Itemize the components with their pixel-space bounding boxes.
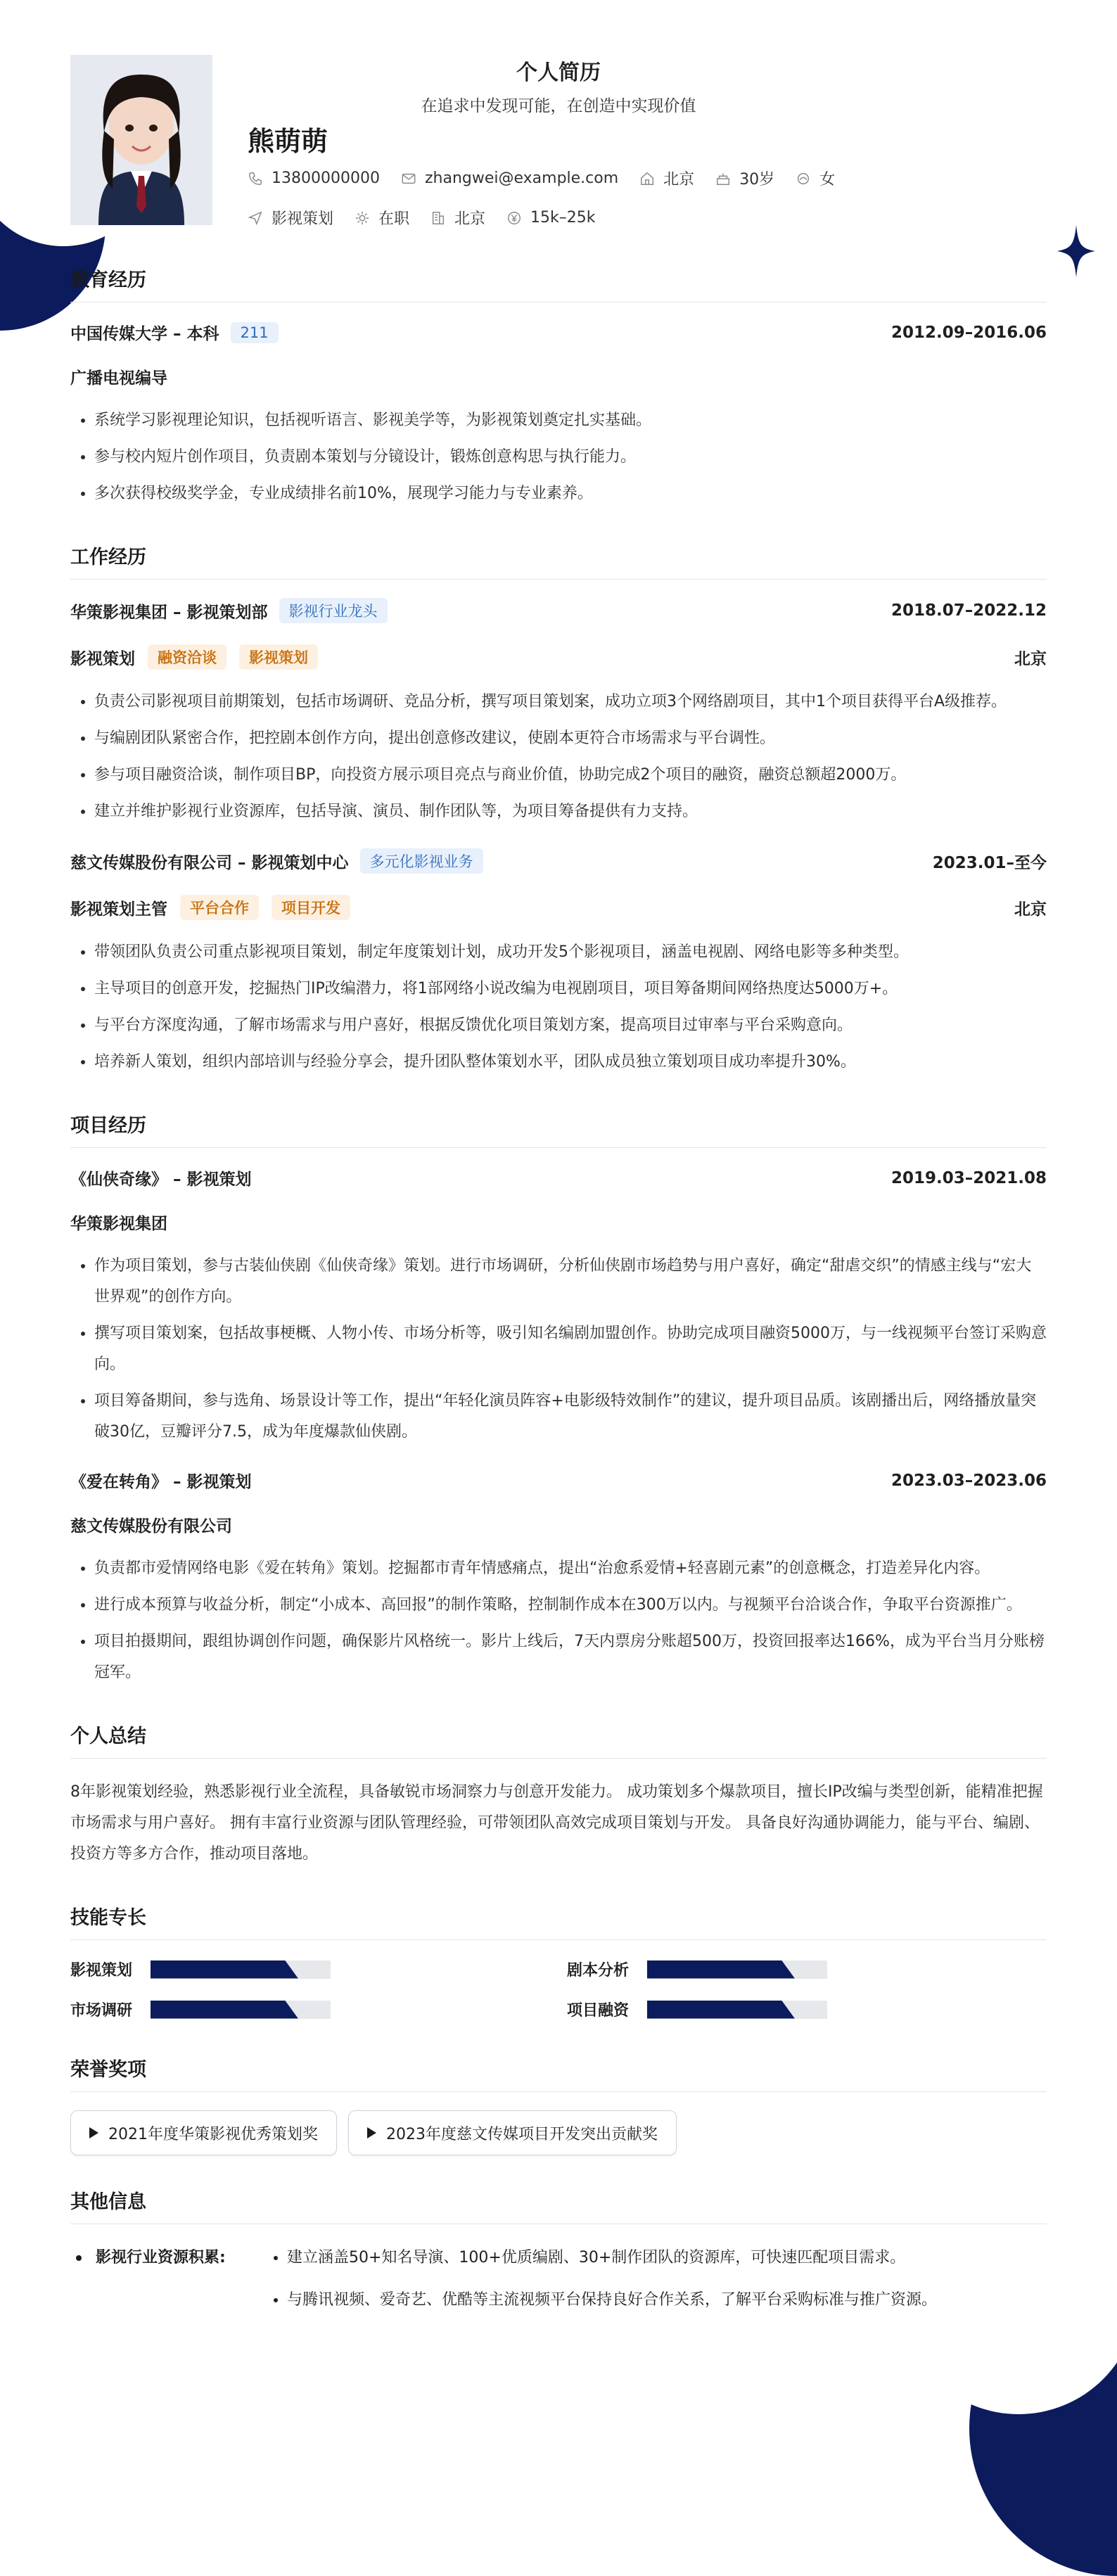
role-tag: 影视策划: [239, 644, 318, 670]
contact-row: [248, 167, 856, 189]
list-item: • 负责都市爱情网络电影《爱在转角》策划。挖掘都市青年情感痛点，提出“治愈系爱情+轻喜剧元素”的创意概念，打造差异化内容。: [94, 1553, 1047, 1584]
age-item: [715, 167, 774, 189]
job-entry: [70, 598, 1047, 827]
company-tag: 多元化影视业务: [360, 848, 483, 874]
resume-title: 个人简历: [516, 60, 601, 85]
project-entry: [70, 1469, 1047, 1688]
skill-item: [70, 1998, 567, 2020]
mail-icon: [401, 171, 416, 186]
job-entry: [70, 848, 1047, 1078]
intent-city-item: [430, 207, 485, 229]
list-item: • 项目筹备期间，参与选角、场景设计等工作，提出“年轻化演员阵容+电影级特效制作”的建议，提升项目品质。该剧播出后，网络播放量突破30亿，豆瓣评分7.5，成为年度爆款仙侠剧。: [94, 1386, 1047, 1448]
other-list: [267, 2243, 937, 2327]
section-title: 其他信息: [70, 2186, 1047, 2224]
project-bullets: [70, 1553, 1047, 1688]
skill-bar: [647, 2001, 827, 2019]
list-item: • 系统学习影视理论知识，包括视听语言、影视美学等，为影视策划奠定扎实基础。: [94, 405, 1047, 436]
skill-bar: [647, 1960, 827, 1979]
list-item: • 参与校内短片创作项目，负责剧本策划与分镜设计，锻炼创意构思与执行能力。: [94, 442, 1047, 473]
skill-item: [567, 1958, 1047, 1980]
other-section: [70, 2186, 1047, 2327]
status-text: 在职: [378, 210, 410, 228]
skill-name: 项目融资: [567, 2002, 630, 2020]
award-text: 2021年度华策影视优秀策划奖: [108, 2125, 318, 2143]
bullet-dot-icon: [76, 2255, 82, 2261]
list-item: • 建立涵盖50+知名导演、100+优质编剧、30+制作团队的资源库，可快速匹配项目需求。: [287, 2243, 937, 2274]
list-item: • 主导项目的创意开发，挖掘热门IP改编潜力，将1部网络小说改编为电视剧项目，项目筹备期间网络热度达5000万+。: [94, 974, 1047, 1005]
job-bullets: [70, 687, 1047, 827]
major-row: [70, 365, 1047, 388]
job-date: 2018.07–2022.12: [891, 601, 1047, 620]
company-tag: 影视行业龙头: [279, 598, 388, 623]
skill-bar-fill: [647, 1960, 795, 1979]
resume-page: [70, 55, 1047, 2327]
award-text: 2023年度慈文传媒项目开发突出贡献奖: [386, 2125, 658, 2143]
list-item: • 作为项目策划，参与古装仙侠剧《仙侠奇缘》策划。进行市场调研，分析仙侠剧市场趋势与用户喜好，确定“甜虐交织”的情感主线与“宏大世界观”的创作方向。: [94, 1251, 1047, 1313]
project-date: 2023.03–2023.06: [891, 1471, 1047, 1490]
skill-item: [567, 1998, 1047, 2020]
role-row: [70, 644, 1047, 670]
projects-section: [70, 1110, 1047, 1688]
skill-bar-fill: [647, 2001, 795, 2019]
candidate-name: 熊萌萌: [248, 126, 328, 157]
gender-text: 女: [819, 171, 836, 189]
summary-section: [70, 1721, 1047, 1870]
resume-motto: 在追求中发现可能，在创造中实现价值: [421, 97, 696, 115]
skills-grid: [70, 1958, 1047, 2020]
education-date: 2012.09–2016.06: [891, 323, 1047, 342]
building-icon: [430, 210, 446, 226]
honors-section: [70, 2054, 1047, 2155]
project-entry: [70, 1166, 1047, 1448]
intent-job-item: [248, 207, 333, 229]
list-item: • 撰写项目策划案，包括故事梗概、人物小传、市场分析等，吸引知名编剧加盟创作。协助完成项目融资5000万，与一线视频平台签订采购意向。: [94, 1318, 1047, 1380]
list-item: • 参与项目融资洽谈，制作项目BP，向投资方展示项目亮点与商业价值，协助完成2个项目的融资，融资总额超2000万。: [94, 760, 1047, 791]
award-badge: [70, 2110, 337, 2155]
job-head: [70, 598, 1047, 623]
education-entry-head: [70, 321, 1047, 344]
project-name: 《爱在转角》 – 影视策划: [70, 1473, 252, 1491]
project-org-row: [70, 1513, 1047, 1536]
school-tag: 211: [231, 322, 279, 343]
list-item: • 多次获得校级奖学金，专业成绩排名前10%，展现学习能力与专业素养。: [94, 478, 1047, 509]
skill-bar-fill: [151, 1960, 298, 1979]
skill-item: [70, 1958, 567, 1980]
job-head: [70, 848, 1047, 874]
skill-bar-fill: [151, 2001, 298, 2019]
city-text: 北京: [663, 171, 695, 189]
role-row: [70, 895, 1047, 920]
award-list: [70, 2110, 1047, 2155]
other-row: [70, 2243, 1047, 2327]
section-title: 技能专长: [70, 1902, 1047, 1940]
skill-bar: [151, 2001, 331, 2019]
section-title: 荣誉奖项: [70, 2054, 1047, 2092]
intent-job-text: 影视策划: [272, 210, 334, 228]
gender-item: [796, 167, 835, 189]
project-org: 慈文传媒股份有限公司: [70, 1517, 232, 1536]
email-text: zhangwei@example.com: [424, 170, 619, 187]
company-name: 慈文传媒股份有限公司 – 影视策划中心: [70, 853, 349, 872]
skills-section: [70, 1902, 1047, 2020]
role-tag: 项目开发: [272, 895, 350, 920]
job-date: 2023.01–至今: [932, 853, 1047, 872]
salary-item: [506, 209, 595, 227]
project-head: [70, 1166, 1047, 1190]
skill-name: 影视策划: [70, 1962, 133, 1979]
salary-icon: [506, 210, 522, 226]
phone-text: 13800000000: [272, 170, 380, 187]
age-icon: [715, 171, 731, 186]
skill-name: 剧本分析: [567, 1962, 630, 1979]
education-section: [70, 264, 1047, 509]
intent-city-text: 北京: [454, 210, 486, 228]
job-intent-row: [248, 207, 617, 229]
major-name: 广播电视编导: [70, 369, 167, 388]
section-title: 个人总结: [70, 1721, 1047, 1759]
list-item: • 进行成本预算与收益分析，制定“小成本、高回报”的制作策略，控制制作成本在300万以内。与视频平台洽谈合作，争取平台资源推广。: [94, 1590, 1047, 1621]
other-label: [70, 2243, 267, 2274]
project-org: 华策影视集团: [70, 1215, 167, 1233]
list-item: • 项目拍摄期间，跟组协调创作问题，确保影片风格统一。影片上线后，7天内票房分账超500万，投资回报率达166%，成为平台当月分账榜冠军。: [94, 1626, 1047, 1688]
age-text: 30岁: [739, 171, 775, 189]
salary-text: 15k–25k: [530, 209, 596, 227]
list-item: • 与编剧团队紧密合作，把控剧本创作方向，提出创意修改建议，使剧本更符合市场需求与平台调性。: [94, 723, 1047, 754]
project-head: [70, 1469, 1047, 1492]
skill-bar: [151, 1960, 331, 1979]
skill-name: 市场调研: [70, 2002, 133, 2020]
role-name: 影视策划主管: [70, 900, 167, 919]
role-name: 影视策划: [70, 649, 135, 668]
job-city: 北京: [1014, 649, 1047, 668]
other-label-text: 影视行业资源积累:: [96, 2249, 226, 2266]
project-date: 2019.03–2021.08: [891, 1168, 1047, 1187]
work-section: [70, 542, 1047, 1078]
list-item: • 培养新人策划，组织内部培训与经验分享会，提升团队整体策划水平，团队成员独立策划项目成功率提升30%。: [94, 1047, 1047, 1078]
job-city: 北京: [1014, 900, 1047, 919]
role-tag: 融资洽谈: [148, 644, 226, 670]
project-org-row: [70, 1211, 1047, 1234]
project-name: 《仙侠奇缘》 – 影视策划: [70, 1171, 252, 1189]
summary-text: 8年影视策划经验，熟悉影视行业全流程，具备敏锐市场洞察力与创意开发能力。 成功策划多个爆款项目，擅长IP改编与类型创新，能精准把握市场需求与用户喜好。 拥有丰富行业资源与团队管理经验，可带领团队高效完成项目策划与开发。 具备良好沟通协调能力，能与平台、编剧、投资方等多方合作，推动项目落地。: [70, 1783, 1043, 1863]
list-item: • 负责公司影视项目前期策划，包括市场调研、竞品分析，撰写项目策划案，成功立项3个网络剧项目，其中1个项目获得平台A级推荐。: [94, 687, 1047, 718]
triangle-icon: [367, 2127, 376, 2138]
list-item: • 带领团队负责公司重点影视项目策划，制定年度策划计划，成功开发5个影视项目，涵盖电视剧、网络电影等多种类型。: [94, 937, 1047, 968]
home-icon: [639, 171, 655, 186]
section-title: 教育经历: [70, 264, 1047, 302]
section-title: 项目经历: [70, 1110, 1047, 1148]
status-item: [355, 207, 409, 229]
gender-icon: [796, 171, 811, 186]
status-icon: [355, 210, 370, 226]
list-item: • 与平台方深度沟通，了解市场需求与用户喜好，根据反馈优化项目策划方案，提高项目过审率与平台采购意向。: [94, 1010, 1047, 1041]
role-tag: 平台合作: [180, 895, 259, 920]
award-badge: [348, 2110, 677, 2155]
resume-header: [70, 55, 1047, 238]
education-bullets: [70, 405, 1047, 509]
phone-item: [248, 170, 380, 187]
section-title: 工作经历: [70, 542, 1047, 580]
phone-icon: [248, 171, 263, 186]
city-item: [639, 167, 694, 189]
company-name: 华策影视集团 – 影视策划部: [70, 603, 268, 622]
list-item: • 建立并维护影视行业资源库，包括导演、演员、制作团队等，为项目筹备提供有力支持。: [94, 796, 1047, 827]
school-name: 中国传媒大学 – 本科: [70, 325, 219, 343]
job-bullets: [70, 937, 1047, 1078]
project-bullets: [70, 1251, 1047, 1448]
sparkle-icon: [1057, 225, 1095, 277]
list-item: • 与腾讯视频、爱奇艺、优酷等主流视频平台保持良好合作关系，了解平台采购标准与推广资源。: [287, 2285, 937, 2316]
send-icon: [248, 210, 263, 226]
triangle-icon: [89, 2127, 98, 2138]
email-item: [401, 170, 618, 187]
